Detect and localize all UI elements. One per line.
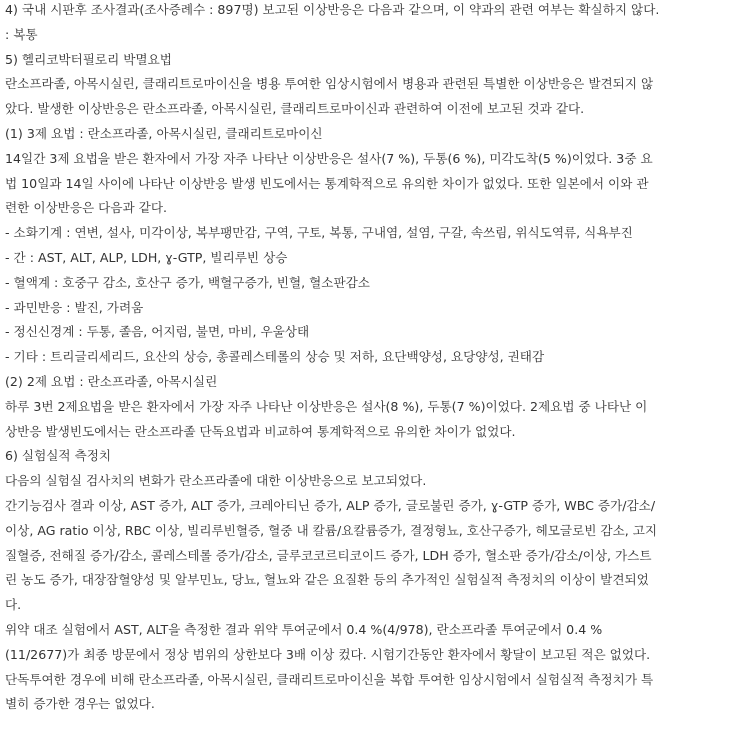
- text-line: 하루 3번 2제요법을 받은 환자에서 가장 자주 나타난 이상반응은 설사(8 %), 두통(7 %)이었다. 2제요법 중 나타난 이: [5, 398, 648, 414]
- text-line: 간기능검사 결과 이상, AST 증가, ALT 증가, 크레아티닌 증가, ALP 증가, 글로불린 증가, ɣ-GTP 증가, WBC 증가/감소/: [5, 497, 656, 513]
- text-line: 6) 실험실적 측정치: [5, 448, 112, 464]
- text-line: 4) 국내 시판후 조사결과(조사증례수 : 897명) 보고된 이상반응은 다음과 같으며, 이 약과의 관련 여부는 확실하지 않다.: [5, 2, 660, 17]
- text-line: 위약 대조 실험에서 AST, ALT을 측정한 결과 위약 투여군에서 0.4 %(4/978), 란소프라졸 투여군에서 0.4 %: [5, 621, 603, 637]
- text-line: 이상, AG ratio 이상, RBC 이상, 빌리루빈혈증, 혈중 내 칼륨/요칼륨증가, 결정형뇨, 호산구증가, 헤모글로빈 감소, 고지: [5, 522, 658, 538]
- text-line: 련한 이상반응은 다음과 같다.: [5, 200, 167, 216]
- text-line: 단독투여한 경우에 비해 란소프라졸, 아목시실린, 클래리트로마이신을 복합 투여한 임상시험에서 실험실적 측정치가 특: [5, 671, 654, 687]
- text-line: - 과민반응 : 발진, 가려움: [5, 299, 144, 315]
- text-line: 질혈증, 전해질 증가/감소, 콜레스테롤 증가/감소, 글루코코르티코이드 증가, LDH 증가, 혈소판 증가/감소/이상, 가스트: [5, 547, 652, 563]
- text-line: - 기타 : 트리글리세리드, 요산의 상승, 총콜레스테롤의 상승 및 저하, 요단백양성, 요당양성, 권태감: [5, 349, 545, 365]
- text-line: 다음의 실험실 검사치의 변화가 란소프라졸에 대한 이상반응으로 보고되었다.: [5, 473, 427, 489]
- text-line: - 정신신경계 : 두통, 졸음, 어지럼, 불면, 마비, 우울상태: [5, 324, 310, 340]
- text-line: 5) 헬리코박터필로리 박멸요법: [5, 51, 172, 67]
- text-line: 법 10일과 14일 사이에 나타난 이상반응 발생 빈도에서는 통계학적으로 유의한 차이가 없었다. 또한 일본에서 이와 관: [5, 175, 649, 191]
- text-line: (11/2677)가 최종 방문에서 정상 범위의 상한보다 3배 이상 컸다. 시험기간동안 환자에서 황달이 보고된 적은 없었다.: [5, 646, 651, 662]
- text-line: 별히 증가한 경우는 없었다.: [5, 696, 155, 712]
- text-line: - 소화기계 : 연변, 설사, 미각이상, 복부팽만감, 구역, 구토, 복통, 구내염, 설염, 구갈, 속쓰림, 위식도역류, 식욕부진: [5, 225, 633, 241]
- text-line: : 복통: [5, 26, 38, 42]
- text-line: (2) 2제 요법 : 란소프라졸, 아목시실린: [5, 373, 218, 389]
- text-line: 상반응 발생빈도에서는 란소프라졸 단독요법과 비교하여 통계학적으로 유의한 차이가 없었다.: [5, 423, 516, 439]
- text-line: 다.: [5, 597, 22, 613]
- text-line: (1) 3제 요법 : 란소프라졸, 아목시실린, 클래리트로마이신: [5, 125, 323, 141]
- text-line: - 간 : AST, ALT, ALP, LDH, ɣ-GTP, 빌리루빈 상승: [5, 249, 288, 265]
- text-line: 았다. 발생한 이상반응은 란소프라졸, 아목시실린, 클래리트로마이신과 관련하여 이전에 보고된 것과 같다.: [5, 101, 585, 117]
- text-line: 란소프라졸, 아목시실린, 클래리트로마이신을 병용 투여한 임상시험에서 병용과 관련된 특별한 이상반응은 발견되지 않: [5, 76, 654, 92]
- text-line: 린 농도 증가, 대장잠혈양성 및 알부민뇨, 당뇨, 혈뇨와 같은 요질환 등의 추가적인 실험실적 측정치의 이상이 발견되었: [5, 572, 649, 588]
- text-line: - 혈액계 : 호중구 감소, 호산구 증가, 백혈구증가, 빈혈, 혈소판감소: [5, 274, 370, 290]
- text-line: 14일간 3제 요법을 받은 환자에서 가장 자주 나타난 이상반응은 설사(7 %), 두통(6 %), 미각도착(5 %)이었다. 3중 요: [5, 150, 653, 166]
